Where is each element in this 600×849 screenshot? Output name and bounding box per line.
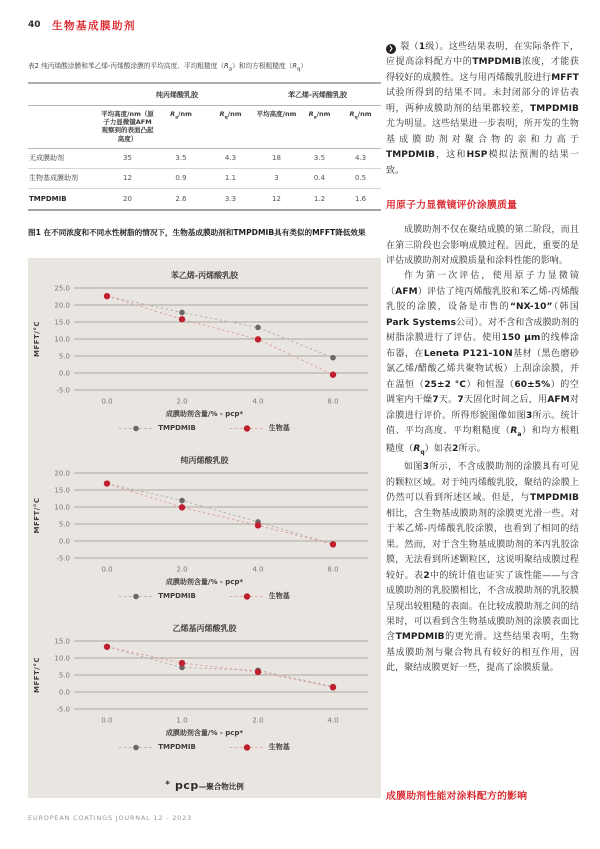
y-tick-label: 10.0 xyxy=(54,335,70,344)
series-line xyxy=(107,296,333,375)
chart-canvas xyxy=(28,467,381,576)
data-point xyxy=(104,644,110,650)
data-point xyxy=(255,336,261,342)
legend-dot xyxy=(133,425,139,431)
legend-item xyxy=(119,743,196,752)
legend-marker xyxy=(230,743,264,752)
table-cell: 12 xyxy=(100,168,155,188)
chart-plot-area xyxy=(28,282,381,408)
table-cell: 0.5 xyxy=(340,168,381,188)
data-point xyxy=(179,660,185,666)
legend-item xyxy=(230,742,290,752)
chart-title: 苯乙烯-丙烯酸乳胶 xyxy=(170,271,239,280)
page-number: 40 xyxy=(28,20,41,30)
legend-marker xyxy=(230,424,264,433)
y-tick-label: 5.0 xyxy=(58,352,70,361)
legend-item xyxy=(230,423,290,433)
article-paragraph: 作为第一次评估，使用原子力显微镜（AFM）评估了纯丙烯酸乳胶和苯乙烯-丙烯酸乳胶的涂膜，设备是市售的“NX-10”（韩国Park Systems公司）。对不含和含成膜助剂的树脂涂膜进行了评估。使用150 μm的线棒涂布器，在Leneta P121-10N基材（黑色磨砂氯乙烯/醋酸乙烯共聚物试板）上刮涂涂膜，并在温恒（25±2 °C）和恒湿（60±5%）的空调室内干燥7天。7天固化时间之后，用AFM对涂膜进行评价。所得形貌图像如图3所示。统计值、平均高度、平均粗糙度$(R_a)$和均方根粗糙度$(R_q)$如表2所示。 xyxy=(386,271,580,457)
y-tick-label: 0.0 xyxy=(58,369,70,378)
table-row-label: TMPDMIB xyxy=(28,188,100,210)
data-point xyxy=(255,669,261,675)
page-header-title: 生物基成膜助剂 xyxy=(52,20,136,32)
article-paragraph xyxy=(386,40,579,179)
y-tick-label: 20.0 xyxy=(54,469,70,478)
y-tick-label: 10.0 xyxy=(54,654,70,663)
y-axis-label: MFFT/°C xyxy=(33,657,41,693)
y-tick-label: 5.0 xyxy=(58,671,70,680)
table-column-header xyxy=(28,106,100,149)
chart-legend xyxy=(28,423,381,433)
legend-dot xyxy=(244,744,250,750)
table-cell: 1.6 xyxy=(340,188,381,210)
legend-item xyxy=(119,592,196,601)
table-cell: 1.1 xyxy=(207,168,254,188)
table-column-header: $R_q/nm$ xyxy=(207,106,254,149)
data-point xyxy=(179,504,185,510)
data-point xyxy=(179,310,185,316)
figure1-panel xyxy=(28,258,381,798)
chart-title: 纯丙烯酸乳胶 xyxy=(180,456,229,465)
table-group-header: 纯丙烯酸乳胶 xyxy=(100,83,254,106)
y-tick-label: 25.0 xyxy=(54,284,70,293)
series-line xyxy=(107,647,333,687)
chart-legend xyxy=(28,742,381,752)
table-column-header: $R_a/nm$ xyxy=(299,106,340,149)
y-tick-label: 10.0 xyxy=(54,503,70,512)
y-tick-label: 0.0 xyxy=(58,537,70,546)
x-tick-label: 4.0 xyxy=(327,716,339,725)
figure1-caption: 图1 在不同浓度和不同水性树脂的情况下，生物基成膜助剂和TMPDMIB具有类似的MFFT降低效果 xyxy=(28,228,366,237)
x-tick-label: 2.0 xyxy=(176,565,188,574)
table-row xyxy=(28,168,381,188)
legend-marker xyxy=(119,424,153,433)
y-tick-label: -5.0 xyxy=(56,705,70,714)
legend-marker xyxy=(119,592,153,601)
x-tick-label: 2.0 xyxy=(176,397,188,406)
legend-dot xyxy=(244,593,250,599)
legend-label: 生物基 xyxy=(268,743,290,751)
table-column-header: 平均高度/nm xyxy=(254,106,299,149)
x-tick-label: 4.0 xyxy=(252,397,264,406)
footnote-term: pcp xyxy=(175,779,199,792)
data-point xyxy=(179,316,185,322)
legend-dot xyxy=(133,744,139,750)
table-cell: 12 xyxy=(254,188,299,210)
chart-vinyl-acrylic xyxy=(28,623,381,752)
y-tick-label: 15.0 xyxy=(54,637,70,646)
chart-x-axis-label: 成膜助剂含量/% - pcp* xyxy=(165,578,244,586)
table-cell: 35 xyxy=(100,148,155,168)
footnote-text: —聚合物比例 xyxy=(198,782,244,791)
y-tick-label: 15.0 xyxy=(54,318,70,327)
paragraph-text: 裂（1级）。这些结果表明，在实际条件下，应提高涂料配方中的TMPDMIB浓度，才能获得较好的成膜性。这与用丙烯酸乳胶进行MFFT试验所得到的结果不同。未封闭部分的评估表明，两种成膜助剂的结果都较差，TMPDMIB尤为明显。这些结果进一步表明，所开发的生物基成膜助剂对聚合物的亲和力高于TMPDMIB，这和HSP模拟法预测的结果一致。 xyxy=(386,42,580,176)
chart-plot-area xyxy=(28,635,381,727)
footer-journal-line: EUROPEAN COATINGS JOURNAL 12 - 2023 xyxy=(28,814,192,822)
table-cell xyxy=(28,83,100,106)
legend-label: 生物基 xyxy=(268,592,290,600)
article-paragraph: 如图3所示，不含成膜助剂的涂膜具有可见的颗粒区域。对于纯丙烯酸乳胶，聚结的涂膜上仍然可以看到所述区域。但是，与TMPDMIB相比，含生物基成膜助剂的涂膜更光滑一些。对于苯乙烯-丙烯酸乳胶涂膜，也看到了相同的结果。然而，对于含生物基成膜助剂的苯丙乳胶涂膜，无法看到所述颗粒区，这说明聚结成膜过程较好。表2中的统计值也证实了该性能——与含成膜助剂的乳胶膜相比，不含成膜助剂的乳胶膜呈现出较粗糙的表面。在比较成膜助剂之间的结果时，可以看到含生物基成膜助剂的涂膜表面比含TMPDMIB的更光滑。这些结果表明，生物基成膜助剂与聚合物具有较好的相互作用，因此，聚结成膜更好一些，提高了涂膜质量。 xyxy=(386,462,580,674)
chart-plot-area xyxy=(28,467,381,576)
chart-pure-acrylic xyxy=(28,455,381,601)
data-point xyxy=(104,293,110,299)
chart-styrene-acrylic xyxy=(28,270,381,433)
x-tick-label: 0.0 xyxy=(101,565,113,574)
data-point xyxy=(330,684,336,690)
data-point xyxy=(179,498,185,504)
table-cell: 3.3 xyxy=(207,188,254,210)
table-cell: 3.5 xyxy=(155,148,207,168)
data-point xyxy=(104,480,110,486)
y-tick-label: 20.0 xyxy=(54,301,70,310)
x-tick-label: 0.0 xyxy=(101,397,113,406)
table-column-header: 平均高度/nm（原子力显微镜AFM观察到的表面凸起高度） xyxy=(100,106,155,149)
table-group-header: 苯乙烯-丙烯酸乳胶 xyxy=(254,83,381,106)
data-point xyxy=(255,325,261,331)
series-line xyxy=(107,484,333,545)
table-column-header: $R_a/nm$ xyxy=(155,106,207,149)
x-tick-label: 4.0 xyxy=(252,565,264,574)
legend-label: TMPDMIB xyxy=(158,424,196,432)
legend-item xyxy=(119,424,196,433)
table-cell: 3 xyxy=(254,168,299,188)
data-point xyxy=(330,355,336,361)
legend-dot xyxy=(133,593,139,599)
series-line xyxy=(107,484,333,545)
table-cell: 0.9 xyxy=(155,168,207,188)
y-tick-label: 0.0 xyxy=(58,688,70,697)
article-column xyxy=(386,40,579,820)
y-tick-label: -5.0 xyxy=(56,554,70,563)
legend-marker xyxy=(230,592,264,601)
table-cell: 1.2 xyxy=(299,188,340,210)
table-cell: 4.3 xyxy=(340,148,381,168)
legend-label: 生物基 xyxy=(268,424,290,432)
data-point xyxy=(255,522,261,528)
data-point xyxy=(330,372,336,378)
legend-dot xyxy=(244,425,250,431)
continuation-arrow-icon: ❯ xyxy=(386,44,396,54)
table-row xyxy=(28,148,381,168)
x-tick-label: 1.0 xyxy=(176,716,188,725)
chart-canvas xyxy=(28,282,381,408)
table-cell: 18 xyxy=(254,148,299,168)
figure1-footnote xyxy=(28,774,381,793)
y-axis-label: MFFT/°C xyxy=(33,321,41,357)
table-row-label: 无成膜助剂 xyxy=(28,148,100,168)
section-heading-afm: 用原子力显微镜评价涂膜质量 xyxy=(386,200,518,212)
y-tick-label: 15.0 xyxy=(54,486,70,495)
chart-canvas xyxy=(28,635,381,727)
table-cell: 3.5 xyxy=(299,148,340,168)
footnote-star: * xyxy=(165,780,170,790)
table-cell: 2.6 xyxy=(155,188,207,210)
y-axis-label: MFFT/°C xyxy=(33,497,41,534)
chart-title: 乙烯基丙烯酸乳胶 xyxy=(172,624,237,633)
table-cell: 4.3 xyxy=(207,148,254,168)
legend-label: TMPDMIB xyxy=(158,592,196,600)
y-tick-label: 5.0 xyxy=(58,520,70,529)
table-row-label: 生物基成膜助剂 xyxy=(28,168,100,188)
legend-marker xyxy=(119,743,153,752)
table2-grid xyxy=(28,82,381,211)
table-cell: 20 xyxy=(100,188,155,210)
chart-x-axis-label: 成膜助剂含量/% - pcp* xyxy=(165,410,244,418)
chart-x-axis-label: 成膜助剂含量/% - pcp* xyxy=(165,729,244,737)
table2 xyxy=(28,82,381,211)
table-column-header-row xyxy=(28,106,381,149)
y-tick-label: -5.0 xyxy=(56,386,70,395)
x-tick-label: 8.0 xyxy=(327,565,339,574)
article-paragraph: 成膜助剂不仅在聚结成膜的第二阶段，而且在第三阶段也会影响成膜过程。因此，重要的是评估成膜助剂对成膜质量和涂料性能的影响。 xyxy=(386,225,579,266)
legend-item xyxy=(230,591,290,601)
table2-title: 表2 纯丙烯酸涂膜和苯乙烯-丙烯酸涂膜的平均高度、平均粗糙度$(R_a)$和均方根粗糙度$(R_q)$ xyxy=(28,62,308,73)
table-row xyxy=(28,188,381,210)
data-point xyxy=(330,541,336,547)
x-tick-label: 0.0 xyxy=(101,716,113,725)
x-tick-label: 8.0 xyxy=(327,397,339,406)
chart-legend xyxy=(28,591,381,601)
section-heading-formulation: 成膜助剂性能对涂料配方的影响 xyxy=(386,791,528,802)
x-tick-label: 2.0 xyxy=(252,716,264,725)
legend-label: TMPDMIB xyxy=(158,743,196,751)
table-group-header-row xyxy=(28,83,381,106)
table-column-header: $R_q/nm$ xyxy=(340,106,381,149)
table-cell: 0.4 xyxy=(299,168,340,188)
